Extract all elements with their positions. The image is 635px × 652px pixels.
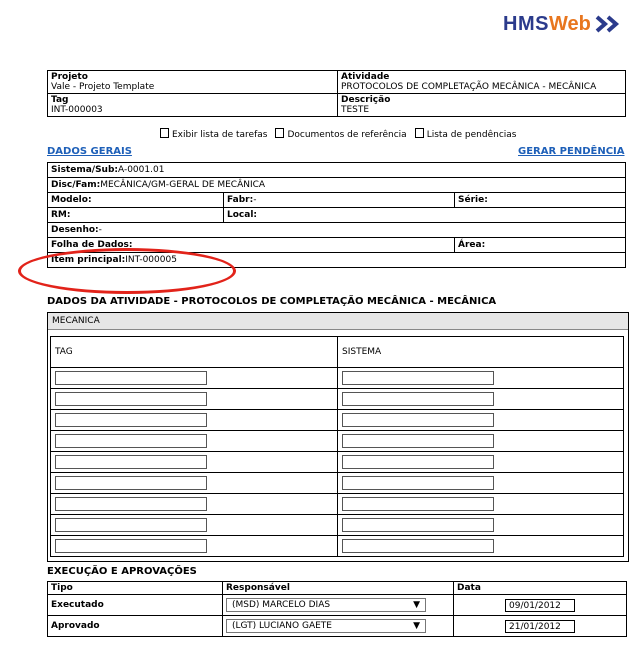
tipo-executado: Executado	[51, 600, 104, 610]
projeto-label: Projeto	[51, 72, 88, 82]
header-table	[47, 70, 626, 117]
desenho-value: -	[98, 224, 102, 235]
serie-cell	[455, 193, 626, 208]
responsavel-value: (LGT) LUCIANO GAETE	[232, 621, 332, 631]
logo-main: HMS	[503, 12, 549, 35]
sistema-cell	[338, 389, 624, 410]
link-documentos-referencia[interactable]	[275, 128, 406, 140]
tag-input[interactable]	[55, 539, 207, 553]
tag-value: INT-000003	[51, 105, 103, 115]
tag-input[interactable]	[55, 371, 207, 385]
link-exibir-tarefas[interactable]	[160, 128, 267, 140]
sistema-value: A-0001.01	[118, 164, 165, 175]
disc-cell	[48, 178, 626, 193]
atividade-section-title: DADOS DA ATIVIDADE - PROTOCOLOS DE COMPLETAÇÃO MECÂNICA - MECÂNICA	[47, 296, 497, 307]
document-icon	[275, 128, 284, 138]
sistema-input[interactable]	[342, 371, 494, 385]
area-label: Área:	[458, 239, 486, 250]
sistema-input[interactable]	[342, 539, 494, 553]
tag-input[interactable]	[55, 476, 207, 490]
atividade-label: Atividade	[341, 72, 390, 82]
table-row	[48, 595, 627, 616]
atividade-cell	[338, 71, 626, 94]
rm-cell	[48, 208, 224, 223]
responsavel-select[interactable]	[226, 619, 426, 633]
rm-label: RM:	[51, 209, 71, 220]
fabr-value: -	[253, 194, 257, 205]
tag-cell	[48, 94, 338, 117]
link-exibir-tarefas-label: Exibir lista de tarefas	[172, 130, 268, 140]
sistema-cell	[338, 410, 624, 431]
disc-label: Disc/Fam:	[51, 179, 101, 190]
tag-cell	[51, 368, 338, 389]
table-row	[51, 431, 624, 452]
dropdown-arrow-icon: ▼	[413, 600, 420, 610]
data-input[interactable]: 09/01/2012	[505, 599, 575, 612]
tag-cell	[51, 494, 338, 515]
tag-label: Tag	[51, 95, 69, 105]
desenho-cell	[48, 223, 626, 238]
atividade-value: PROTOCOLOS DE COMPLETAÇÃO MECÂNICA - MECÂNICA	[341, 82, 597, 92]
responsavel-cell	[223, 595, 454, 616]
tag-input[interactable]	[55, 497, 207, 511]
item-principal-value: INT-000005	[125, 254, 177, 265]
dropdown-arrow-icon: ▼	[413, 621, 420, 631]
sistema-cell	[338, 536, 624, 557]
execucao-section-title: EXECUÇÃO E APROVAÇÕES	[47, 566, 197, 577]
sistema-input[interactable]	[342, 392, 494, 406]
table-row	[51, 536, 624, 557]
sistema-input[interactable]	[342, 518, 494, 532]
modelo-cell	[48, 193, 224, 208]
table-row	[51, 410, 624, 431]
data-input[interactable]: 21/01/2012	[505, 620, 575, 633]
data-cell	[454, 595, 627, 616]
col-responsavel-header: Responsável	[223, 582, 454, 595]
sistema-cell	[338, 431, 624, 452]
sistema-cell	[338, 494, 624, 515]
descricao-label: Descrição	[341, 95, 391, 105]
sistema-input[interactable]	[342, 413, 494, 427]
tag-input[interactable]	[55, 392, 207, 406]
item-principal-label: Item principal:	[51, 254, 126, 265]
group-header: MECANICA	[48, 313, 628, 330]
logo-accent: Web	[548, 12, 591, 35]
sistema-cell	[338, 368, 624, 389]
disc-value: MECÂNICA/GM-GERAL DE MECÂNICA	[100, 179, 266, 190]
col-tipo-header: Tipo	[48, 582, 223, 595]
sistema-cell	[48, 163, 626, 178]
sistema-input[interactable]	[342, 434, 494, 448]
execucao-table	[47, 581, 627, 637]
atividade-panel	[47, 312, 629, 562]
responsavel-cell	[223, 616, 454, 637]
tag-cell	[51, 389, 338, 410]
sistema-cell	[338, 473, 624, 494]
tag-cell	[51, 452, 338, 473]
tag-input[interactable]	[55, 455, 207, 469]
tag-cell	[51, 431, 338, 452]
descricao-cell	[338, 94, 626, 117]
local-label: Local:	[227, 209, 258, 220]
tipo-aprovado: Aprovado	[51, 621, 100, 631]
document-links	[160, 128, 516, 140]
tag-sistema-grid	[50, 336, 624, 557]
tag-cell	[51, 515, 338, 536]
tag-cell	[51, 473, 338, 494]
table-row	[51, 515, 624, 536]
dados-gerais-link[interactable]: DADOS GERAIS	[47, 146, 132, 157]
tag-input[interactable]	[55, 434, 207, 448]
descricao-value: TESTE	[341, 105, 370, 115]
folha-label: Folha de Dados:	[51, 239, 133, 250]
fabr-cell	[224, 193, 455, 208]
tag-cell	[51, 410, 338, 431]
document-icon	[160, 128, 169, 138]
sistema-cell	[338, 452, 624, 473]
desenho-label: Desenho:	[51, 224, 99, 235]
col-data-header: Data	[454, 582, 627, 595]
double-chevron-icon	[595, 14, 625, 34]
tag-cell	[51, 536, 338, 557]
sistema-input[interactable]	[342, 476, 494, 490]
table-row	[51, 368, 624, 389]
table-row	[48, 616, 627, 637]
tipo-cell	[48, 595, 223, 616]
sistema-input[interactable]	[342, 497, 494, 511]
sistema-cell	[338, 515, 624, 536]
tag-input[interactable]	[55, 518, 207, 532]
link-pendencias-label: Lista de pendências	[426, 130, 517, 140]
tag-input[interactable]	[55, 413, 207, 427]
highlight-ellipse	[18, 248, 236, 294]
responsavel-select[interactable]	[226, 598, 426, 612]
data-cell	[454, 616, 627, 637]
table-row	[51, 452, 624, 473]
sistema-label: Sistema/Sub:	[51, 164, 118, 175]
gerar-pendencia-link[interactable]: GERAR PENDÊNCIA	[518, 146, 625, 157]
sistema-input[interactable]	[342, 455, 494, 469]
modelo-label: Modelo:	[51, 194, 92, 205]
local-cell	[224, 208, 626, 223]
projeto-cell	[48, 71, 338, 94]
projeto-value: Vale - Projeto Template	[51, 82, 155, 92]
table-row	[51, 389, 624, 410]
link-documentos-label: Documentos de referência	[287, 130, 407, 140]
hmsweb-logo	[503, 10, 625, 38]
fabr-label: Fabr:	[227, 194, 254, 205]
table-row	[51, 494, 624, 515]
responsavel-value: (MSD) MARCELO DIAS	[232, 600, 331, 610]
tipo-cell	[48, 616, 223, 637]
document-icon	[415, 128, 424, 138]
serie-label: Série:	[458, 194, 488, 205]
link-lista-pendencias[interactable]	[415, 128, 517, 140]
table-row	[51, 473, 624, 494]
col-tag-header: TAG	[51, 337, 338, 368]
area-cell	[455, 238, 626, 253]
col-sistema-header: SISTEMA	[338, 337, 624, 368]
